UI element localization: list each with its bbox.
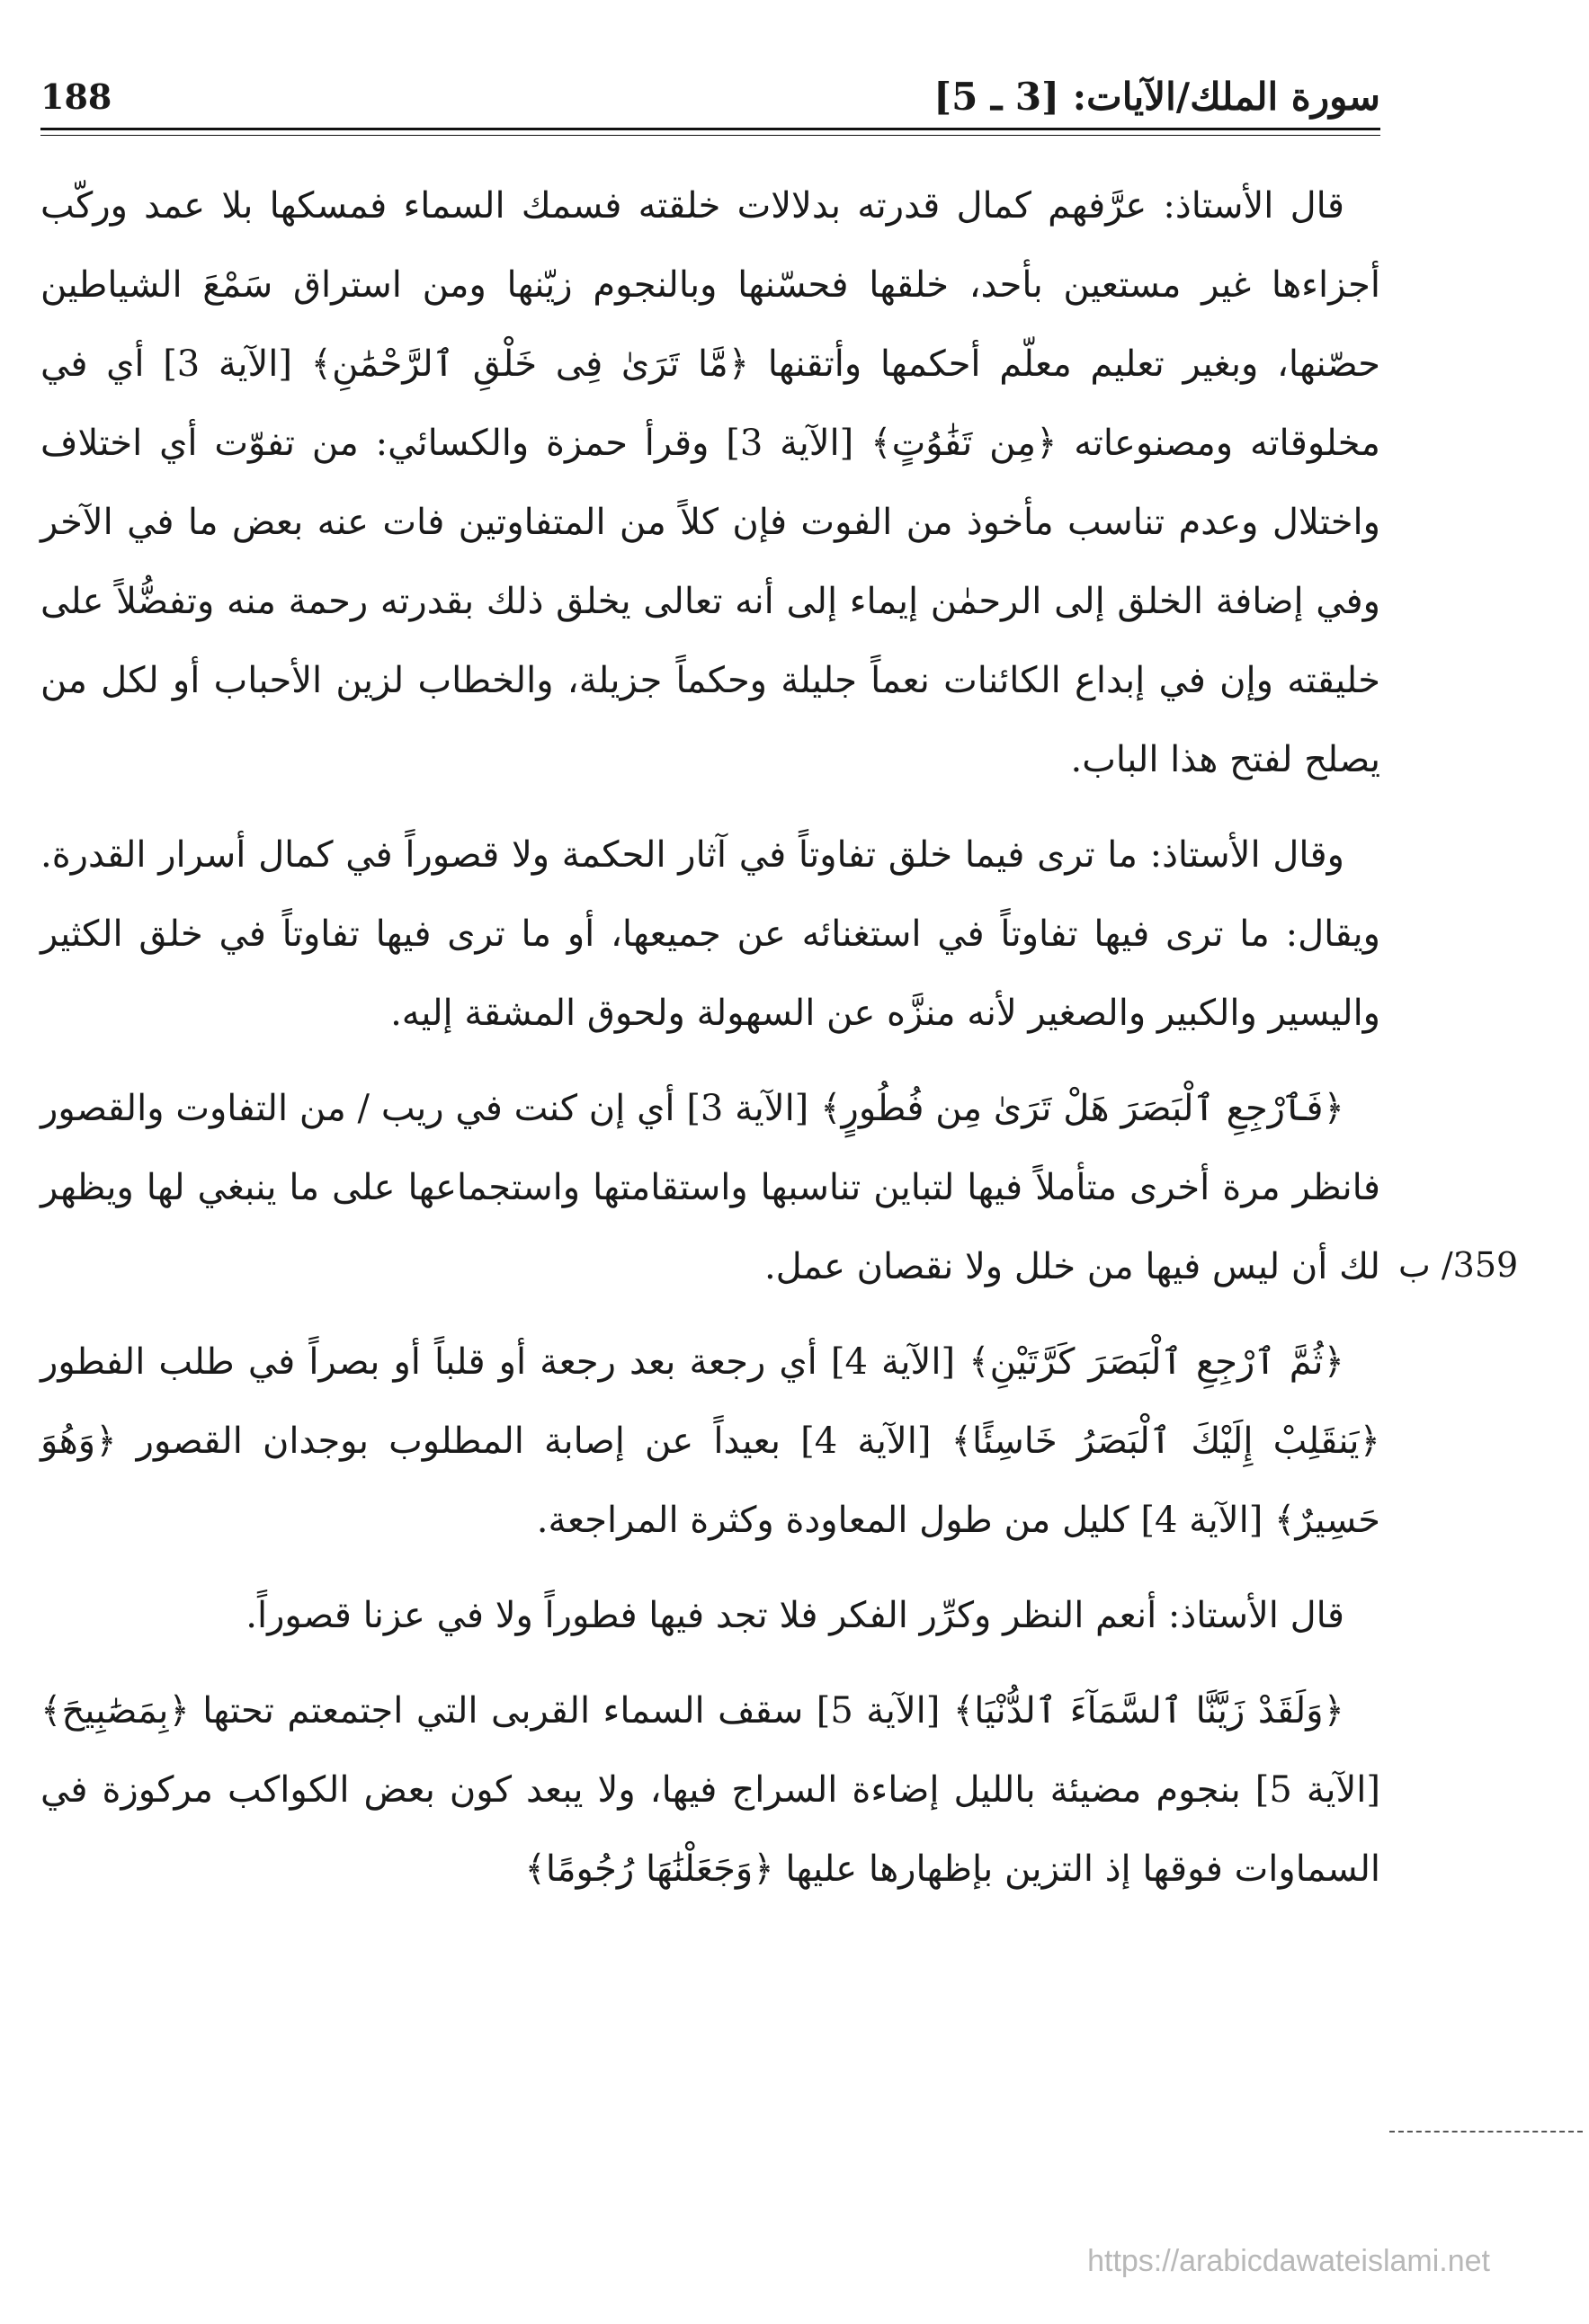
page-header (40, 74, 1380, 120)
margin-dashed-line (1389, 2131, 1583, 2133)
paragraph-4: ﴿ثُمَّ ٱرْجِعِ ٱلْبَصَرَ كَرَّتَيْنِ﴾ [الآية 4] أي رجعة بعد رجعة أو قلباً أو بصراً في طلب الفطور ﴿يَنقَلِبْ إِلَيْكَ ٱلْبَصَرُ خَاسِئًا﴾ [الآية 4] بعيداً عن إصابة المطلوب بوجدان القصور ﴿وَهُوَ حَسِيرٌ﴾ [الآية 4] كليل من طول المعاودة وكثرة المراجعة. (40, 1341, 1380, 1541)
header-title: سورة الملك/الآيات: [3 ـ 5] (933, 75, 1380, 119)
header-rule-thin (40, 135, 1380, 136)
watermark: https://arabicdawateislami.net (1087, 2244, 1490, 2278)
paragraph-2: وقال الأستاذ: ما ترى فيما خلق تفاوتاً في آثار الحكمة ولا قصوراً في كمال أسرار القدرة. ويقال: ما ترى فيها تفاوتاً في استغنائه عن جميعها، أو ما ترى فيها تفاوتاً في خلق الكثير واليسير والكبير والصغير لأنه منزَّه عن السهولة ولحوق المشقة إليه. (40, 834, 1380, 1034)
paragraph-3: ﴿فَٱرْجِعِ ٱلْبَصَرَ هَلْ تَرَىٰ مِن فُطُورٍ﴾ [الآية 3] أي إن كنت في ريب / من التفاوت والقصور فانظر مرة أخرى متأملاً فيها لتباين تناسبها واستقامتها واستجماعها على ما ينبغي لها ويظهر لك أن ليس فيها من خلل ولا نقصان عمل. (40, 1088, 1380, 1287)
paragraph-6: ﴿وَلَقَدْ زَيَّنَّا ٱلسَّمَآءَ ٱلدُّنْيَا﴾ [الآية 5] سقف السماء القربى التي اجتمعتم تحتها ﴿بِمَصَٰبِيحَ﴾ [الآية 5] بنجوم مضيئة بالليل إضاءة السراج فيها، ولا يبعد كون بعض الكواكب مركوزة في السماوات فوقها إذ التزين بإظهارها عليها ﴿وَجَعَلْنَٰهَا رُجُومًا﴾ (40, 1690, 1381, 1890)
header-rule (40, 128, 1380, 130)
page-number: 188 (40, 76, 112, 117)
manuscript-folio-note: 359/ ب (1398, 1245, 1519, 1285)
paragraph-5: قال الأستاذ: أنعم النظر وكرِّر الفكر فلا تجد فيها فطوراً ولا في عزنا قصوراً. (245, 1595, 1344, 1636)
paragraph-1: قال الأستاذ: عرَّفهم كمال قدرته بدلالات خلقته فسمك السماء فمسكها بلا عمد وركّب أجزاءها غير مستعين بأحد، خلقها فحسّنها وبالنجوم زيّنها ومن استراق سَمْعَ الشياطين حصّنها، وبغير تعليم معلّم أحكمها وأتقنها ﴿مَّا تَرَىٰ فِى خَلْقِ ٱلرَّحْمَٰنِ﴾ [الآية 3] أي في مخلوقاته ومصنوعاته ﴿مِن تَفَٰوُتٍ﴾ [الآية 3] وقرأ حمزة والكسائي: من تفوّت أي اختلاف واختلال وعدم تناسب مأخوذ من الفوت فإن كلاً من المتفاوتين فات عنه بعض ما في الآخر وفي إضافة الخلق إلى الرحمٰن إيماء إلى أنه تعالى يخلق ذلك بقدرته رحمة منه وتفضُّلاً على خليقته وإن في إبداع الكائنات نعماً جليلة وحكماً جزيلة، والخطاب لزين الأحباب أو لكل من يصلح لفتح هذا الباب. (40, 185, 1380, 780)
body-text (40, 166, 1380, 1925)
